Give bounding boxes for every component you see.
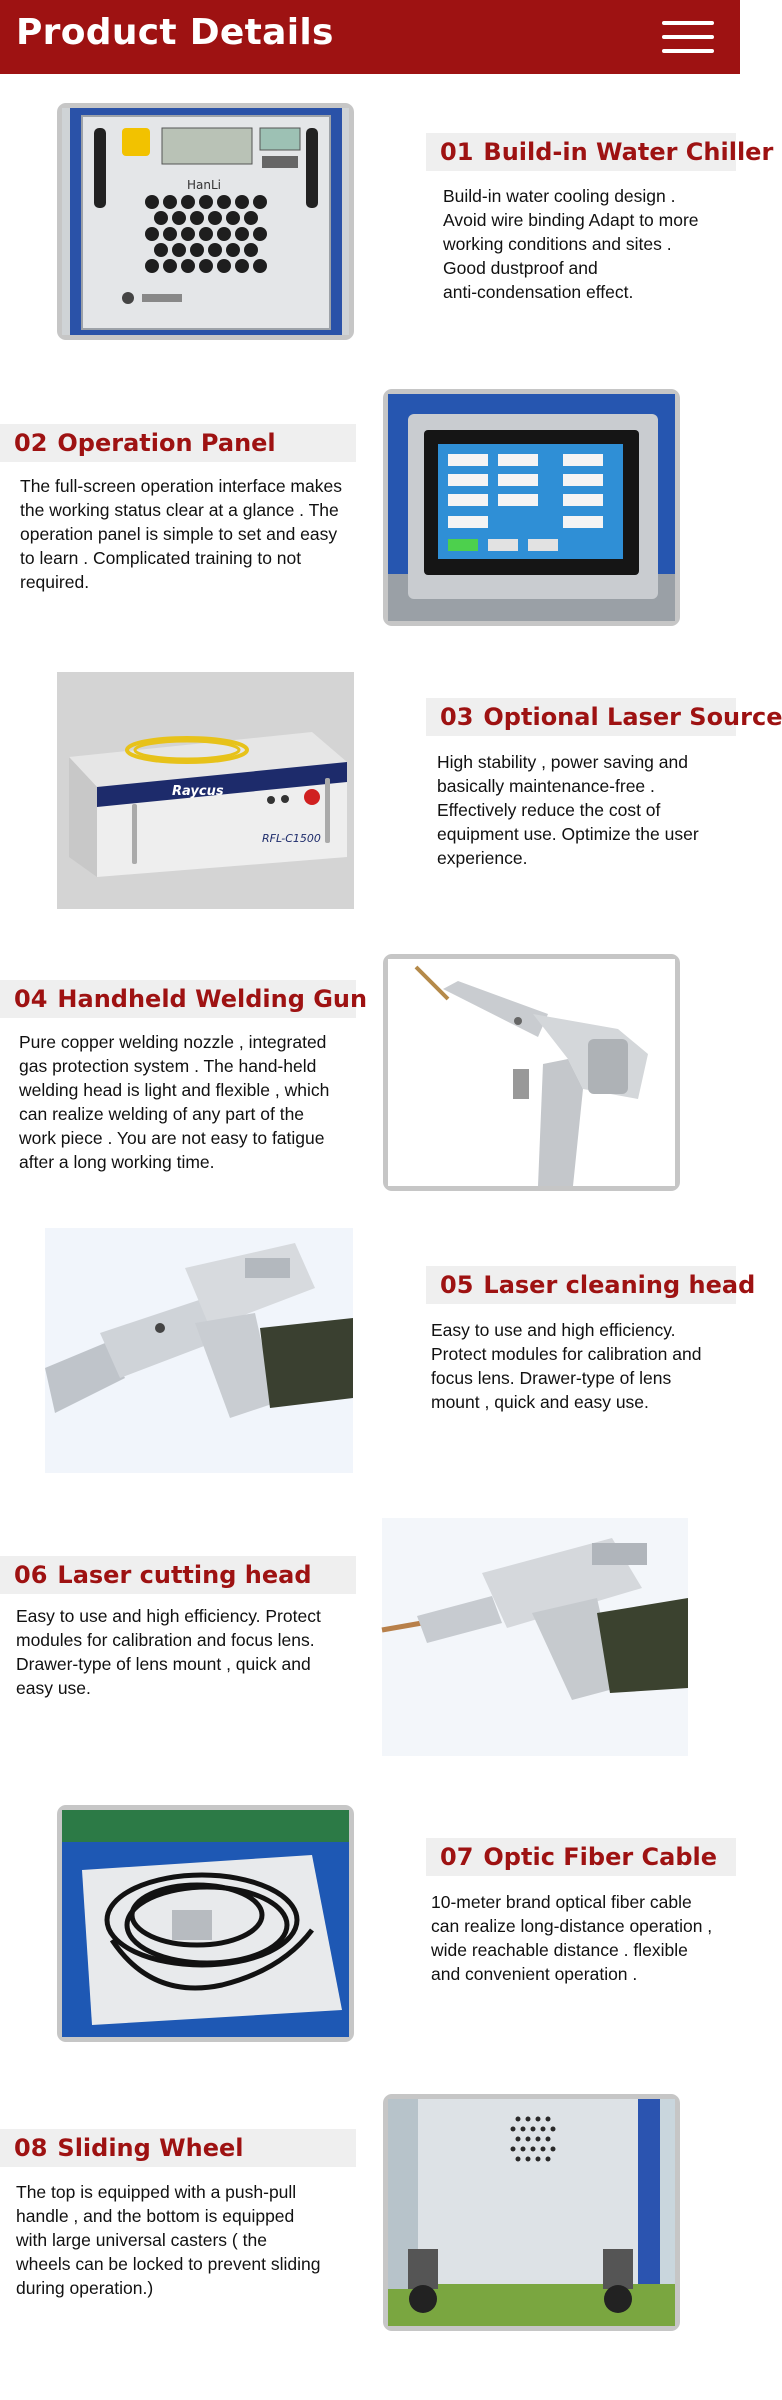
section-03-title: 03 Optional Laser Source xyxy=(426,698,736,736)
fiber-cable-image xyxy=(57,1805,354,2042)
section-03-description: High stability , power saving and basically maintenance-free . Effectively reduce the cost of equipment use. Optimize the user experience. xyxy=(437,752,699,868)
sliding-wheel-image xyxy=(383,2094,680,2331)
laser-cleaning-head-image xyxy=(45,1228,353,1473)
page-title: Product Details xyxy=(16,12,334,53)
section-02-title: 02 Operation Panel xyxy=(0,424,356,462)
page-header xyxy=(0,0,740,74)
laser-cutting-head-image xyxy=(382,1518,688,1756)
section-05-title: 05 Laser cleaning head xyxy=(426,1266,736,1304)
section-01-title: 01 Build-in Water Chiller xyxy=(426,133,736,171)
water-chiller-image xyxy=(57,103,354,340)
svg-text:Raycus: Raycus xyxy=(172,784,224,799)
operation-panel-image xyxy=(383,389,680,626)
svg-text:RFL-C1500: RFL-C1500 xyxy=(262,832,321,845)
welding-gun-image xyxy=(383,954,680,1191)
section-01-description: Build-in water cooling design . Avoid wire binding Adapt to more working conditions and sites . Good dustproof and anti-condensation effect. xyxy=(443,186,699,302)
section-07-title: 07 Optic Fiber Cable xyxy=(426,1838,736,1876)
section-04-description: Pure copper welding nozzle , integrated gas protection system . The hand-held welding head is light and flexible , which can realize welding of any part of the work piece . You are not easy to fatigue after a long working time. xyxy=(19,1032,330,1172)
section-06-title: 06 Laser cutting head xyxy=(0,1556,356,1594)
section-05-description: Easy to use and high efficiency. Protect modules for calibration and focus lens. Drawer-type of lens mount , quick and easy use. xyxy=(431,1320,702,1412)
section-07-description: 10-meter brand optical fiber cable can realize long-distance operation , wide reachable distance . flexible and convenient operation . xyxy=(431,1892,713,1984)
section-08-title: 08 Sliding Wheel xyxy=(0,2129,356,2167)
section-06-description: Easy to use and high efficiency. Protect modules for calibration and focus lens. Drawer-type of lens mount , quick and easy use. xyxy=(16,1606,321,1698)
menu-icon[interactable] xyxy=(662,19,714,55)
laser-source-image xyxy=(57,672,354,909)
section-08-description: The top is equipped with a push-pull handle , and the bottom is equipped with large universal casters ( the wheels can be locked to prevent sliding during operation.) xyxy=(16,2182,321,2298)
svg-text:HanLi: HanLi xyxy=(186,178,222,192)
section-02-description: The full-screen operation interface makes the working status clear at a glance . The operation panel is simple to set and easy to learn . Complicated training to not required. xyxy=(20,476,342,592)
section-04-title: 04 Handheld Welding Gun xyxy=(0,980,356,1018)
